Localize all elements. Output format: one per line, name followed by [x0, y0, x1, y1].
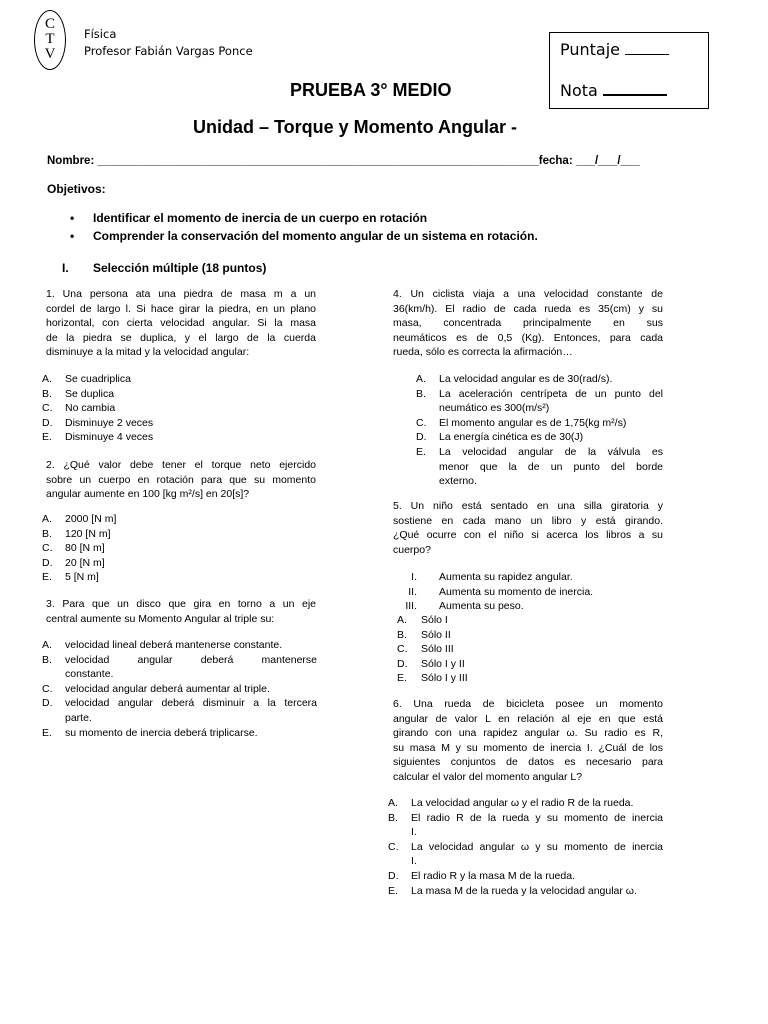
- school-logo: [34, 10, 66, 70]
- question-3: [46, 597, 316, 626]
- q1-option-text: Se cuadriplica: [65, 373, 131, 385]
- question-line: disminuye a la mitad y la velocidad angular:: [46, 346, 250, 359]
- q4-option-text: La velocidad angular es de 30(rad/s).: [439, 373, 613, 385]
- q5-option-text: Sólo II: [421, 628, 451, 641]
- q3-option-label: C.: [42, 682, 53, 695]
- q3-option-text: su momento de inercia deberá triplicarse.: [65, 726, 258, 739]
- question-line: central aumente su Momento Angular al triple su:: [46, 612, 275, 625]
- q6-option-text: La velocidad angular ω y su momento de inercia: [411, 840, 663, 853]
- q3-option-text: velocidad angular deberá disminuir a la tercera: [65, 697, 317, 710]
- question-line: sobre un cuerpo en rotación para que su momento: [46, 473, 316, 486]
- q3-option-text: parte.: [65, 712, 92, 724]
- question-line: angular aumente en 100 [kg m²/s] en 20[s]?: [46, 488, 250, 501]
- q3-option-label: D.: [42, 697, 53, 710]
- objective-item: Identificar el momento de inercia de un cuerpo en rotación: [93, 211, 428, 225]
- nota-label: Nota: [560, 81, 598, 100]
- q4-option-label: C.: [416, 416, 427, 429]
- subject-label: Física: [84, 27, 117, 41]
- q5-roman-text: Aumenta su peso.: [439, 600, 524, 613]
- nota-blank: [603, 80, 667, 96]
- q6-option-text: La velocidad angular ω y el radio R de la rueda.: [411, 797, 634, 809]
- unit-title: Unidad – Torque y Momento Angular -: [193, 117, 517, 137]
- question-line: 5. Un niño está sentado en una silla giratoria y: [393, 500, 663, 512]
- q5-roman-label: III.: [405, 600, 417, 613]
- q5-option-label: A.: [397, 614, 407, 626]
- q4-option-label: B.: [416, 387, 426, 400]
- question-line: rueda, sólo es correcta la afirmación…: [393, 346, 573, 359]
- objective-item: Comprender la conservación del momento angular de un sistema en rotación.: [93, 229, 538, 243]
- question-line: cordel de largo l. Si hace girar la piedra, en un plano: [46, 302, 316, 315]
- q3-option-text: velocidad angular deberá mantenerse: [65, 653, 317, 666]
- score-box: [549, 32, 709, 109]
- q5-roman-text: Aumenta su momento de inercia.: [439, 585, 594, 598]
- question-line: neumáticos es de 0,5 (Kg). Entonces, para cada: [393, 331, 663, 344]
- q2-option-text: 5 [N m]: [65, 571, 99, 584]
- q4-option-text: El momento angular es de 1,75(kg m²/s): [439, 416, 627, 429]
- section-title: Selección múltiple (18 puntos): [93, 261, 267, 275]
- bullet-icon: •: [70, 229, 75, 243]
- q5-roman-label: I.: [411, 571, 417, 583]
- q2-option-text: 120 [N m]: [65, 527, 111, 540]
- q6-option-label: A.: [388, 797, 398, 809]
- q3-option-text: constante.: [65, 668, 114, 681]
- q1-option-text: Disminuye 2 veces: [65, 416, 154, 429]
- q3-option-label: B.: [42, 653, 52, 666]
- q4-option-text: La velocidad angular de la válvula es: [439, 446, 663, 458]
- q6-option-label: B.: [388, 811, 398, 824]
- q1-option-text: No cambia: [65, 402, 116, 415]
- question-line: 1. Una persona ata una piedra de masa m a un: [46, 288, 316, 300]
- question-line: horizontal, con cierta velocidad angular. Si la masa: [46, 317, 316, 330]
- question-line: su masa M y su momento de inercia I. ¿Cuál de los: [393, 741, 663, 754]
- q1-option-text: Disminuye 4 veces: [65, 431, 154, 444]
- question-line: angular de valor L en relación al eje en que está: [393, 712, 663, 725]
- q5-option-label: B.: [397, 628, 407, 641]
- teacher-label: Profesor Fabián Vargas Ponce: [84, 44, 253, 58]
- q2-option-label: A.: [42, 513, 52, 525]
- q2-option-label: D.: [42, 556, 53, 569]
- q3-option-text: velocidad angular deberá aumentar al triple.: [65, 682, 270, 695]
- question-line: de la piedra se duplica, y el largo de la cuerda: [46, 331, 316, 344]
- q3-option-label: E.: [42, 726, 52, 739]
- q6-option-text: I.: [411, 855, 417, 868]
- q2-option-text: 80 [N m]: [65, 542, 105, 555]
- q5-option-text: Sólo I y II: [421, 657, 465, 670]
- q1-option-label: C.: [42, 402, 53, 415]
- q2-option-text: 20 [N m]: [65, 556, 105, 569]
- page-title: PRUEBA 3° MEDIO: [290, 80, 452, 100]
- q6-option-label: C.: [388, 840, 399, 853]
- question-2: [46, 458, 316, 502]
- logo-letter-v: V: [44, 46, 56, 62]
- q1-option-label: B.: [42, 387, 52, 400]
- q5-option-text: Sólo I y III: [421, 672, 468, 685]
- q6-option-text: El radio R y la masa M de la rueda.: [411, 870, 575, 882]
- objectives-label: Objetivos:: [47, 182, 106, 196]
- question-5: [393, 499, 663, 557]
- q4-option-text: neumático es 300(m/s²): [439, 402, 550, 415]
- q3-option-text: velocidad lineal deberá mantenerse constante.: [65, 639, 283, 651]
- q1-option-label: D.: [42, 416, 53, 429]
- question-line: 4. Un ciclista viaja a una velocidad constante de: [393, 288, 663, 300]
- puntaje-label: Puntaje: [560, 40, 621, 59]
- q4-option-text: La energía cinética es de 30(J): [439, 431, 584, 444]
- q4-option-text: La aceleración centrípeta de un punto del: [439, 387, 663, 400]
- question-line: calcular el valor del momento angular L?: [393, 770, 583, 783]
- q1-option-label: A.: [42, 373, 52, 385]
- q4-option-text: menor que la de un punto del borde: [439, 460, 663, 473]
- question-line: 36(km/h). El radio de cada rueda es 35(cm) y su: [393, 302, 663, 315]
- q1-option-text: Se duplica: [65, 387, 115, 400]
- q6-option-text: I.: [411, 826, 417, 839]
- q4-option-text: externo.: [439, 475, 477, 488]
- q6-option-label: E.: [388, 884, 398, 897]
- question-line: cuerpo?: [393, 543, 431, 556]
- q6-option-label: D.: [388, 870, 399, 882]
- question-1: [46, 287, 316, 360]
- logo-letter-c: C: [44, 16, 55, 32]
- q5-option-label: C.: [397, 643, 408, 656]
- q6-option-text: El radio R de la rueda y su momento de inercia: [411, 811, 663, 824]
- q5-option-text: Sólo III: [421, 643, 454, 656]
- question-line: 2. ¿Qué valor debe tener el torque neto ejercido: [46, 459, 316, 471]
- nota-field: [560, 80, 667, 100]
- bullet-icon: •: [70, 211, 75, 225]
- question-line: masa, concentrada principalmente en sus: [393, 317, 663, 330]
- q2-option-label: E.: [42, 571, 52, 584]
- section-number: I.: [62, 261, 69, 275]
- q6-option-text: La masa M de la rueda y la velocidad angular ω.: [411, 884, 637, 897]
- puntaje-field: [560, 40, 669, 59]
- question-line: 6. Una rueda de bicicleta posee un momento: [393, 698, 663, 710]
- question-line: siguientes conjuntos de datos es necesario para: [393, 756, 663, 769]
- q5-option-label: E.: [397, 672, 407, 685]
- q2-option-text: 2000 [N m]: [65, 513, 117, 525]
- q4-option-label: A.: [416, 373, 426, 385]
- q4-option-label: D.: [416, 431, 427, 444]
- q5-roman-text: Aumenta su rapidez angular.: [439, 571, 573, 583]
- logo-letter-t: T: [45, 31, 55, 47]
- question-line: ¿Qué ocurre con el niño si acerca los libros a su: [393, 529, 663, 542]
- q4-option-label: E.: [416, 446, 426, 458]
- q1-option-label: E.: [42, 431, 52, 444]
- q2-option-label: B.: [42, 527, 52, 540]
- name-date-line: Nombre: _____________________________________________________________________fecha: ___/___/___: [47, 155, 640, 167]
- question-line: 3. Para que un disco que gira en torno a un eje: [46, 598, 316, 610]
- question-6: [393, 697, 663, 785]
- question-line: sostiene en cada mano un libro y está girando.: [393, 514, 663, 527]
- question-line: girando con una rapidez angular ω. Su radio es R,: [393, 727, 663, 740]
- q3-option-label: A.: [42, 639, 52, 651]
- q2-option-label: C.: [42, 542, 53, 555]
- q5-option-text: Sólo I: [421, 614, 448, 626]
- q5-option-label: D.: [397, 657, 408, 670]
- q5-roman-label: II.: [408, 585, 417, 598]
- puntaje-blank: [625, 40, 669, 55]
- question-4: [393, 287, 663, 360]
